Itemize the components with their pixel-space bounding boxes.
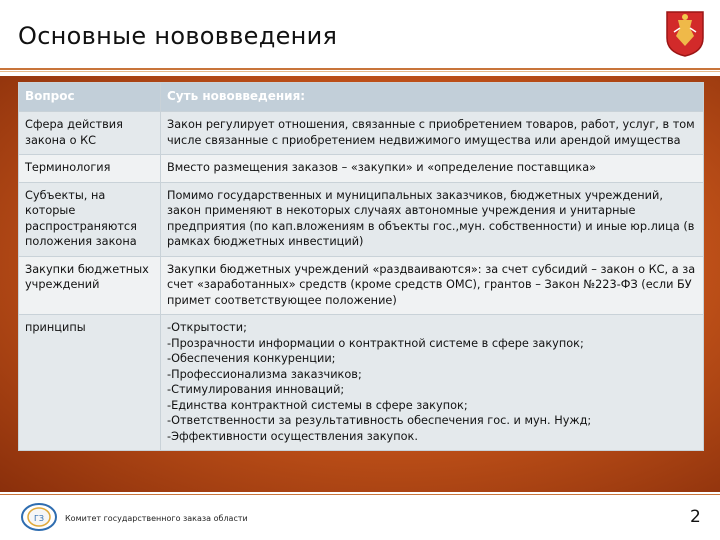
table-header-row bbox=[19, 83, 704, 112]
column-header-question: Вопрос bbox=[19, 83, 161, 112]
header-divider bbox=[0, 68, 720, 70]
principle-item: -Обеспечения конкуренции; bbox=[167, 352, 336, 365]
table-row bbox=[19, 182, 704, 256]
answer-cell: Вместо размещения заказов – «закупки» и «определение поставщика» bbox=[161, 155, 704, 183]
answer-cell: Закупки бюджетных учреждений «раздваиваются»: за счет субсидий – закон о КС, а за счет «заработанных» средств (кроме средств ОМС), грантов – Закон №223-ФЗ (если БУ примет соответствующее положение) bbox=[161, 256, 704, 315]
table-row bbox=[19, 155, 704, 183]
organization-logo bbox=[20, 500, 58, 532]
innovations-table bbox=[18, 82, 704, 451]
footer-divider bbox=[0, 494, 720, 495]
question-cell: Закупки бюджетных учреждений bbox=[19, 256, 161, 315]
coat-of-arms-icon bbox=[664, 8, 706, 58]
principle-item: -Единства контрактной системы в сфере закупок; bbox=[167, 398, 468, 412]
principle-item: -Ответственности за результативность обеспечения гос. и мун. Нужд; bbox=[167, 414, 592, 427]
page-title: Основные нововведения bbox=[18, 22, 338, 50]
logo-text: ГЗ bbox=[33, 514, 45, 523]
table-row bbox=[19, 256, 704, 315]
column-header-essence: Суть нововведения: bbox=[161, 83, 704, 112]
table-row bbox=[19, 112, 704, 155]
page-number: 2 bbox=[690, 507, 701, 527]
question-cell: принципы bbox=[19, 315, 161, 451]
header-divider-thin bbox=[0, 71, 720, 72]
table-row bbox=[19, 315, 704, 451]
principle-item: -Открытости; bbox=[167, 321, 247, 334]
answer-cell bbox=[161, 315, 704, 451]
principle-item: -Стимулирования инноваций; bbox=[167, 383, 345, 396]
question-cell: Субъекты, на которые распространяются положения закона bbox=[19, 182, 161, 256]
answer-cell: Закон регулирует отношения, связанные с приобретением товаров, работ, услуг, в том числе связанные с приобретением недвижимого имущества или арендой имущества bbox=[161, 112, 704, 155]
answer-cell: Помимо государственных и муниципальных заказчиков, бюджетных учреждений, закон применяют в некоторых случаях автономные учреждения и унитарные предприятия (по кап.вложениям в объекты гос.,мун. собственности) и иные юр.лица (в рамках бюджетных инвестиций) bbox=[161, 182, 704, 256]
principle-item: -Эффективности осуществления закупок. bbox=[167, 429, 418, 443]
question-cell: Терминология bbox=[19, 155, 161, 183]
question-cell: Сфера действия закона о КС bbox=[19, 112, 161, 155]
principle-item: -Профессионализма заказчиков; bbox=[167, 367, 362, 381]
principle-item: -Прозрачности информации о контрактной системе в сфере закупок; bbox=[167, 336, 584, 350]
organization-name: Комитет государственного заказа области bbox=[65, 514, 248, 523]
